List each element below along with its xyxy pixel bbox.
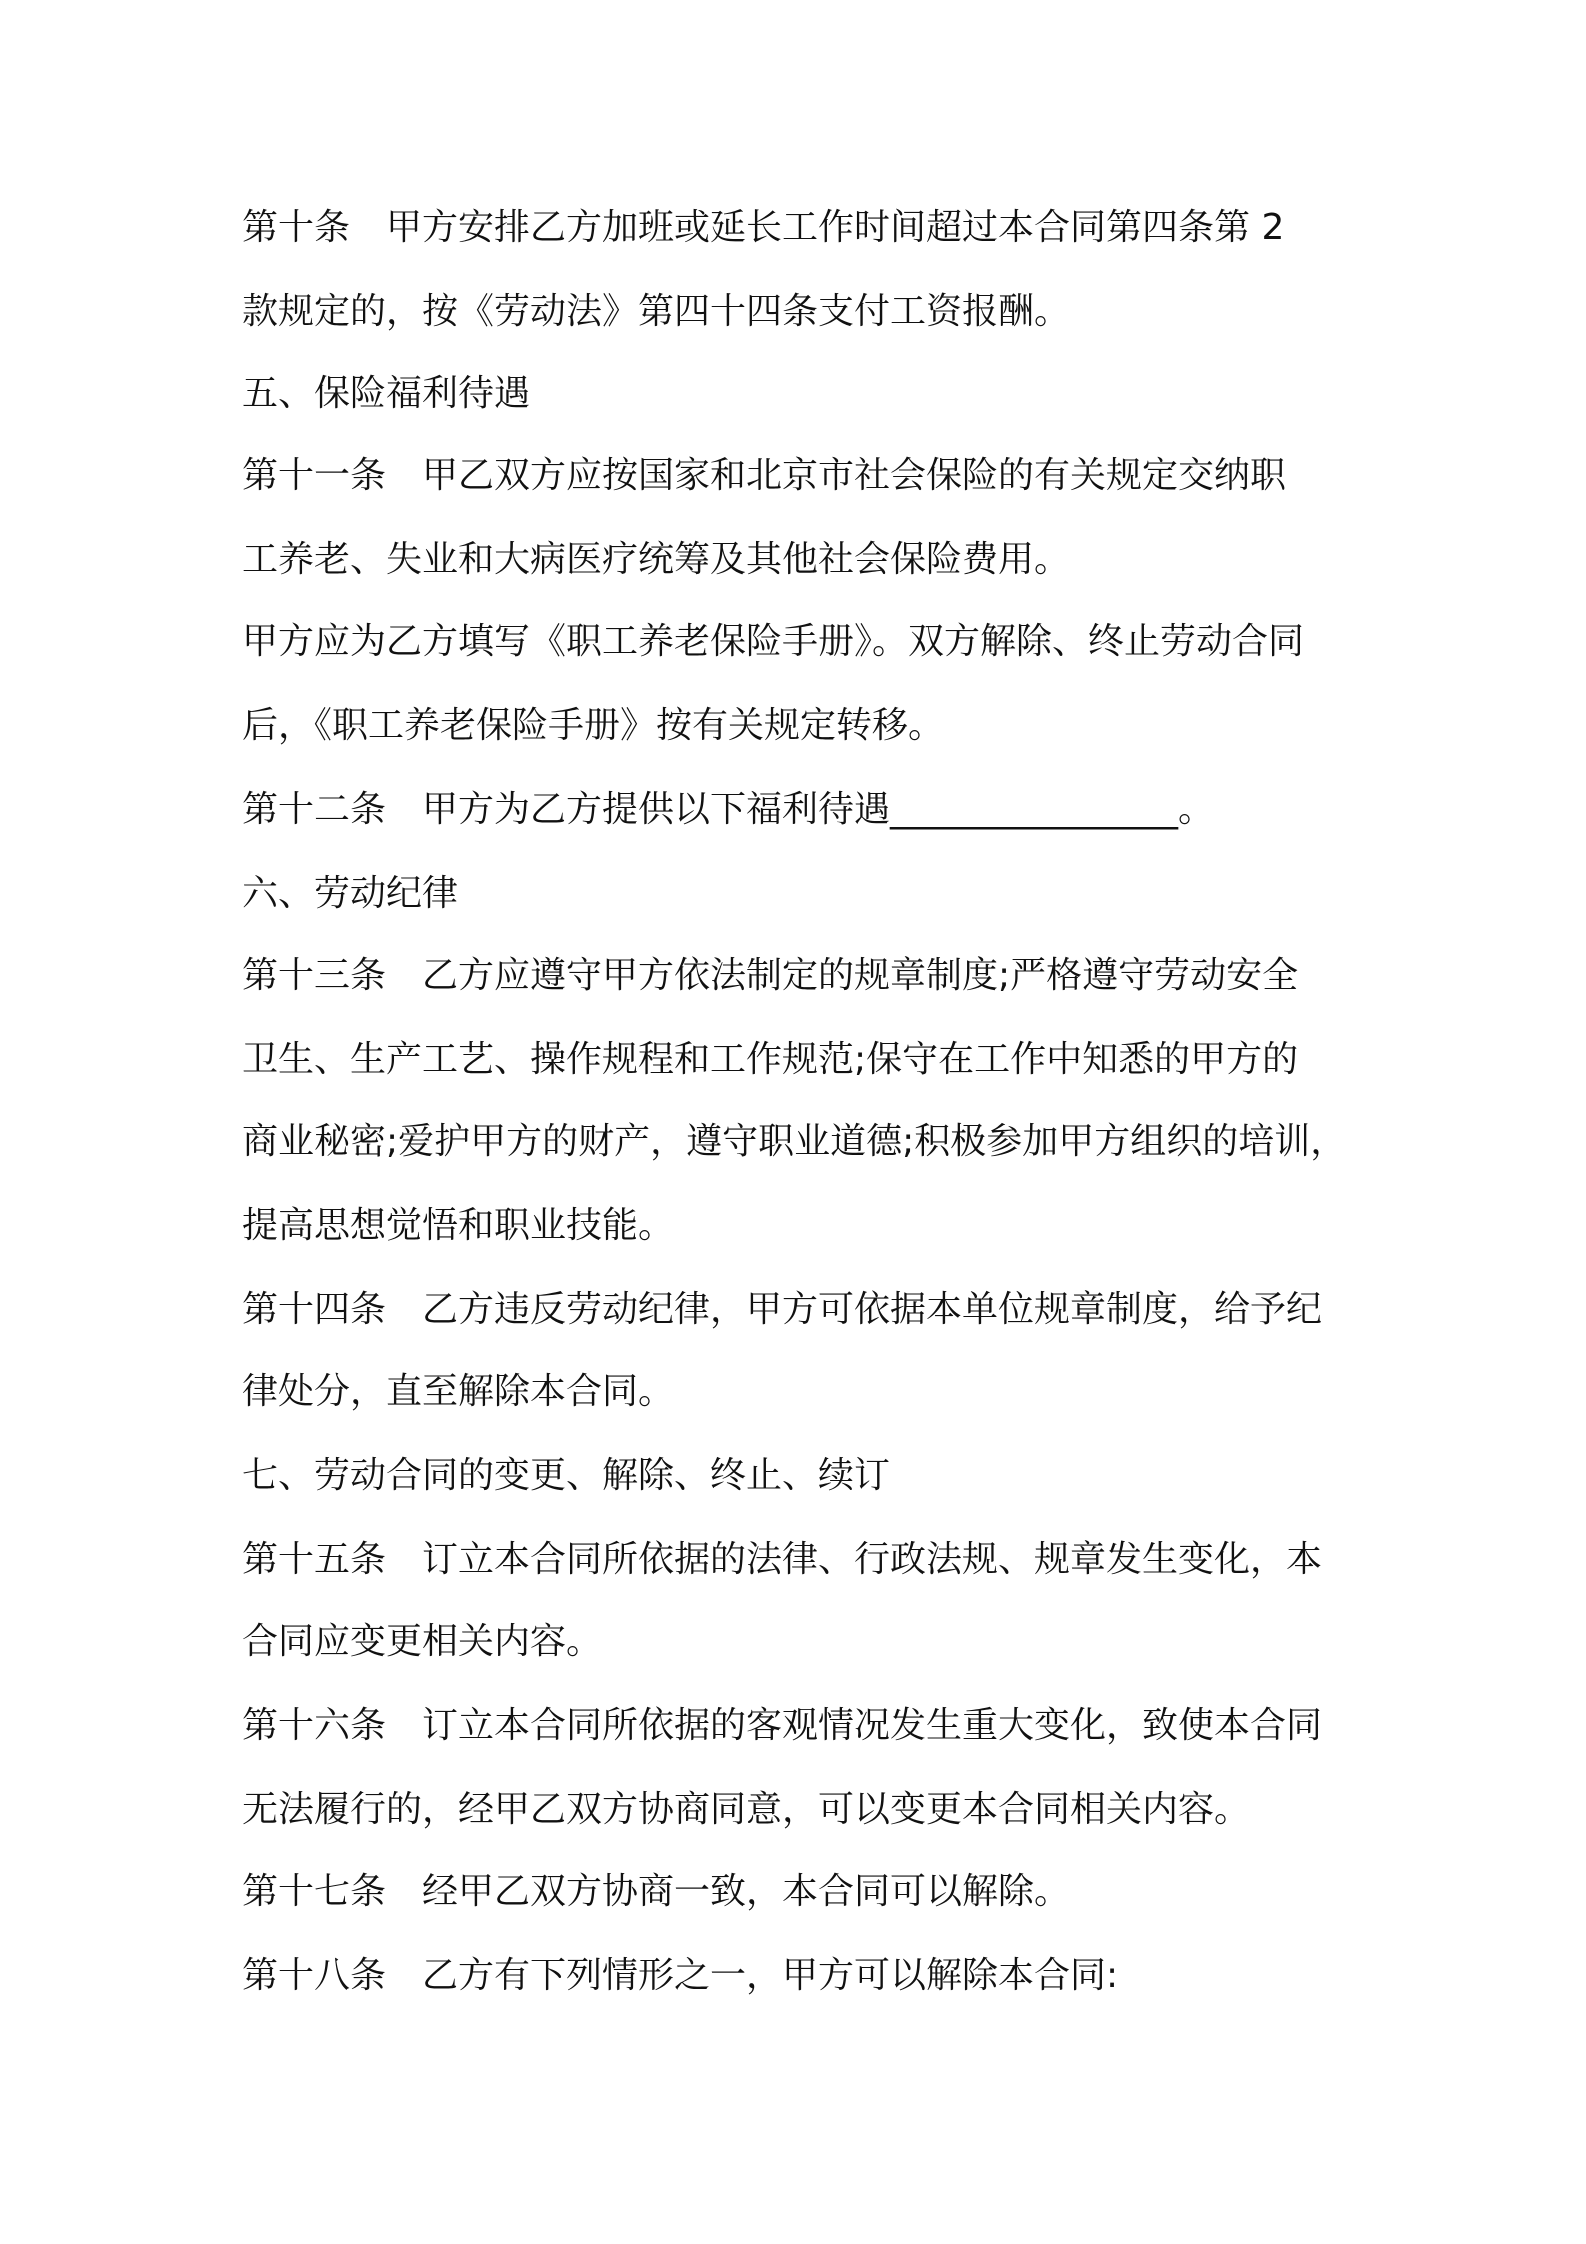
section-5-heading: 五、保险福利待遇 xyxy=(242,373,531,414)
article-15-line-1: 第十五条 订立本合同所依据的法律、行政法规、规章发生变化，本 xyxy=(242,1539,1323,1580)
article-13-line-1: 第十三条 乙方应遵守甲方依法制定的规章制度;严格遵守劳动安全 xyxy=(242,955,1299,996)
article-16-line-2: 无法履行的，经甲乙双方协商同意，可以变更本合同相关内容。 xyxy=(242,1789,1251,1830)
article-17-line-1: 第十七条 经甲乙双方协商一致，本合同可以解除。 xyxy=(242,1871,1071,1912)
section-7-heading: 七、劳动合同的变更、解除、终止、续订 xyxy=(242,1455,891,1496)
article-14-line-1: 第十四条 乙方违反劳动纪律，甲方可依据本单位规章制度，给予纪 xyxy=(242,1289,1323,1330)
article-13-line-4: 提高思想觉悟和职业技能。 xyxy=(242,1205,675,1246)
article-10-line-1: 第十条 甲方安排乙方加班或延长工作时间超过本合同第四条第 2 xyxy=(242,207,1285,248)
article-11-line-4: 后，《职工养老保险手册》按有关规定转移。 xyxy=(242,705,945,746)
article-12-line-1: 第十二条 甲方为乙方提供以下福利待遇________________。 xyxy=(242,789,1215,830)
article-11-line-1: 第十一条 甲乙双方应按国家和北京市社会保险的有关规定交纳职 xyxy=(242,455,1287,496)
article-18-line-1: 第十八条 乙方有下列情形之一，甲方可以解除本合同: xyxy=(242,1955,1119,1996)
article-10-line-2: 款规定的，按《劳动法》第四十四条支付工资报酬。 xyxy=(242,291,1071,332)
section-6-heading: 六、劳动纪律 xyxy=(242,873,459,914)
article-13-line-3: 商业秘密;爱护甲方的财产，遵守职业道德;积极参加甲方组织的培训， xyxy=(242,1121,1347,1162)
article-11-line-2: 工养老、失业和大病医疗统筹及其他社会保险费用。 xyxy=(242,539,1071,580)
article-14-line-2: 律处分，直至解除本合同。 xyxy=(242,1371,675,1412)
article-13-line-2: 卫生、生产工艺、操作规程和工作规范;保守在工作中知悉的甲方的 xyxy=(242,1039,1299,1080)
article-16-line-1: 第十六条 订立本合同所依据的客观情况发生重大变化，致使本合同 xyxy=(242,1705,1323,1746)
article-11-line-3: 甲方应为乙方填写《职工养老保险手册》。双方解除、终止劳动合同 xyxy=(242,621,1305,662)
article-15-line-2: 合同应变更相关内容。 xyxy=(242,1621,603,1662)
